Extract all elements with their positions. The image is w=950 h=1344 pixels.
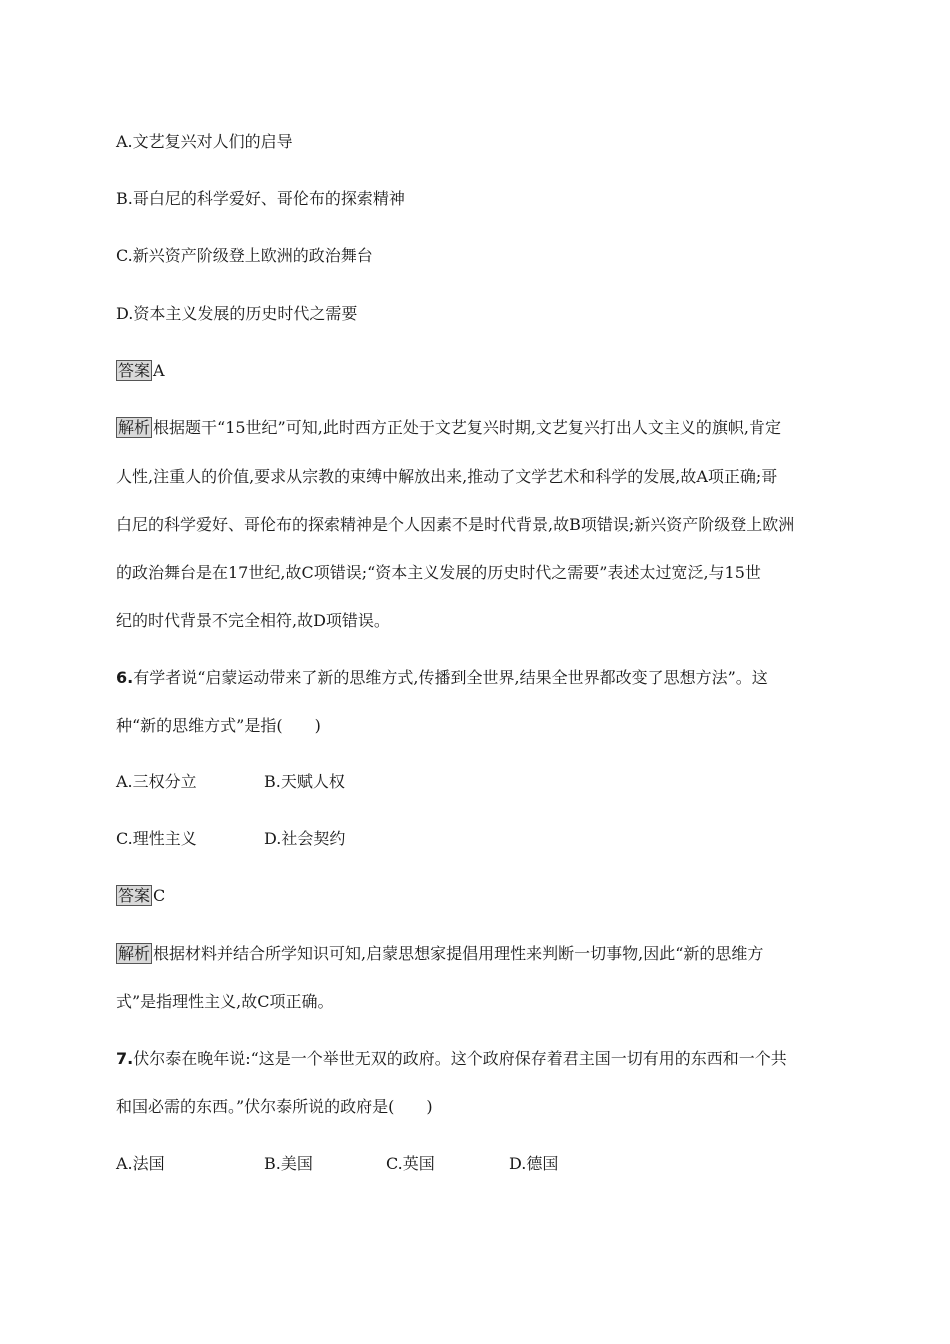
q6-analysis-line-2: 式”是指理性主义,故C项正确。	[116, 992, 334, 1011]
q7-option-b: B.美国	[264, 1154, 313, 1173]
q6-analysis-line-1	[116, 944, 763, 964]
answer-tag: 答案	[118, 886, 151, 905]
q5-option-d: D.资本主义发展的历史时代之需要	[116, 304, 358, 323]
q6-answer-value: C	[153, 886, 166, 905]
q5-analysis-line-3: 白尼的科学爱好、哥伦布的探索精神是个人因素不是时代背景,故B项错误;新兴资产阶级登上欧洲	[116, 515, 795, 534]
q7-stem-text: 伏尔泰在晚年说:“这是一个举世无双的政府。这个政府保存着君主国一切有用的东西和一个共	[133, 1049, 787, 1068]
analysis-tag: 解析	[118, 944, 151, 963]
q6-stem-text: 有学者说“启蒙运动带来了新的思维方式,传播到全世界,结果全世界都改变了思想方法”。这	[133, 668, 768, 687]
q5-analysis-line-4: 的政治舞台是在17世纪,故C项错误;“资本主义发展的历史时代之需要”表述太过宽泛,与15世	[116, 563, 761, 582]
q5-analysis-line-5: 纪的时代背景不完全相符,故D项错误。	[116, 611, 390, 630]
q6-option-b: B.天赋人权	[264, 772, 345, 791]
analysis-text: 根据材料并结合所学知识可知,启蒙思想家提倡用理性来判断一切事物,因此“新的思维方	[153, 944, 764, 963]
answer-tag: 答案	[118, 361, 151, 380]
q5-option-a: A.文艺复兴对人们的启导	[116, 132, 293, 151]
q7-option-a: A.法国	[116, 1154, 165, 1173]
q6-stem-line-2: 种“新的思维方式”是指( )	[116, 716, 321, 735]
q7-stem-line-1	[116, 1049, 787, 1069]
q5-option-c: C.新兴资产阶级登上欧洲的政治舞台	[116, 246, 373, 265]
analysis-text: 根据题干“15世纪”可知,此时西方正处于文艺复兴时期,文艺复兴打出人文主义的旗帜,肯定	[153, 418, 781, 437]
q6-answer	[116, 886, 165, 906]
q7-stem-line-2: 和国必需的东西。”伏尔泰所说的政府是( )	[116, 1097, 433, 1116]
analysis-tag: 解析	[118, 418, 151, 437]
q7-option-c: C.英国	[386, 1154, 435, 1173]
q6-number: 6.	[116, 668, 134, 687]
q6-option-d: D.社会契约	[264, 829, 346, 848]
q6-option-a: A.三权分立	[116, 772, 197, 791]
q6-option-c: C.理性主义	[116, 829, 197, 848]
q7-number: 7.	[116, 1049, 134, 1068]
q5-answer	[116, 361, 165, 381]
q6-stem-line-1	[116, 668, 768, 688]
q5-analysis-line-2: 人性,注重人的价值,要求从宗教的束缚中解放出来,推动了文学艺术和科学的发展,故A项正确;哥	[116, 467, 778, 486]
q5-analysis-line-1	[116, 418, 781, 438]
q5-option-b: B.哥白尼的科学爱好、哥伦布的探索精神	[116, 189, 405, 208]
q5-answer-value: A	[153, 361, 165, 380]
q7-option-d: D.德国	[509, 1154, 559, 1173]
